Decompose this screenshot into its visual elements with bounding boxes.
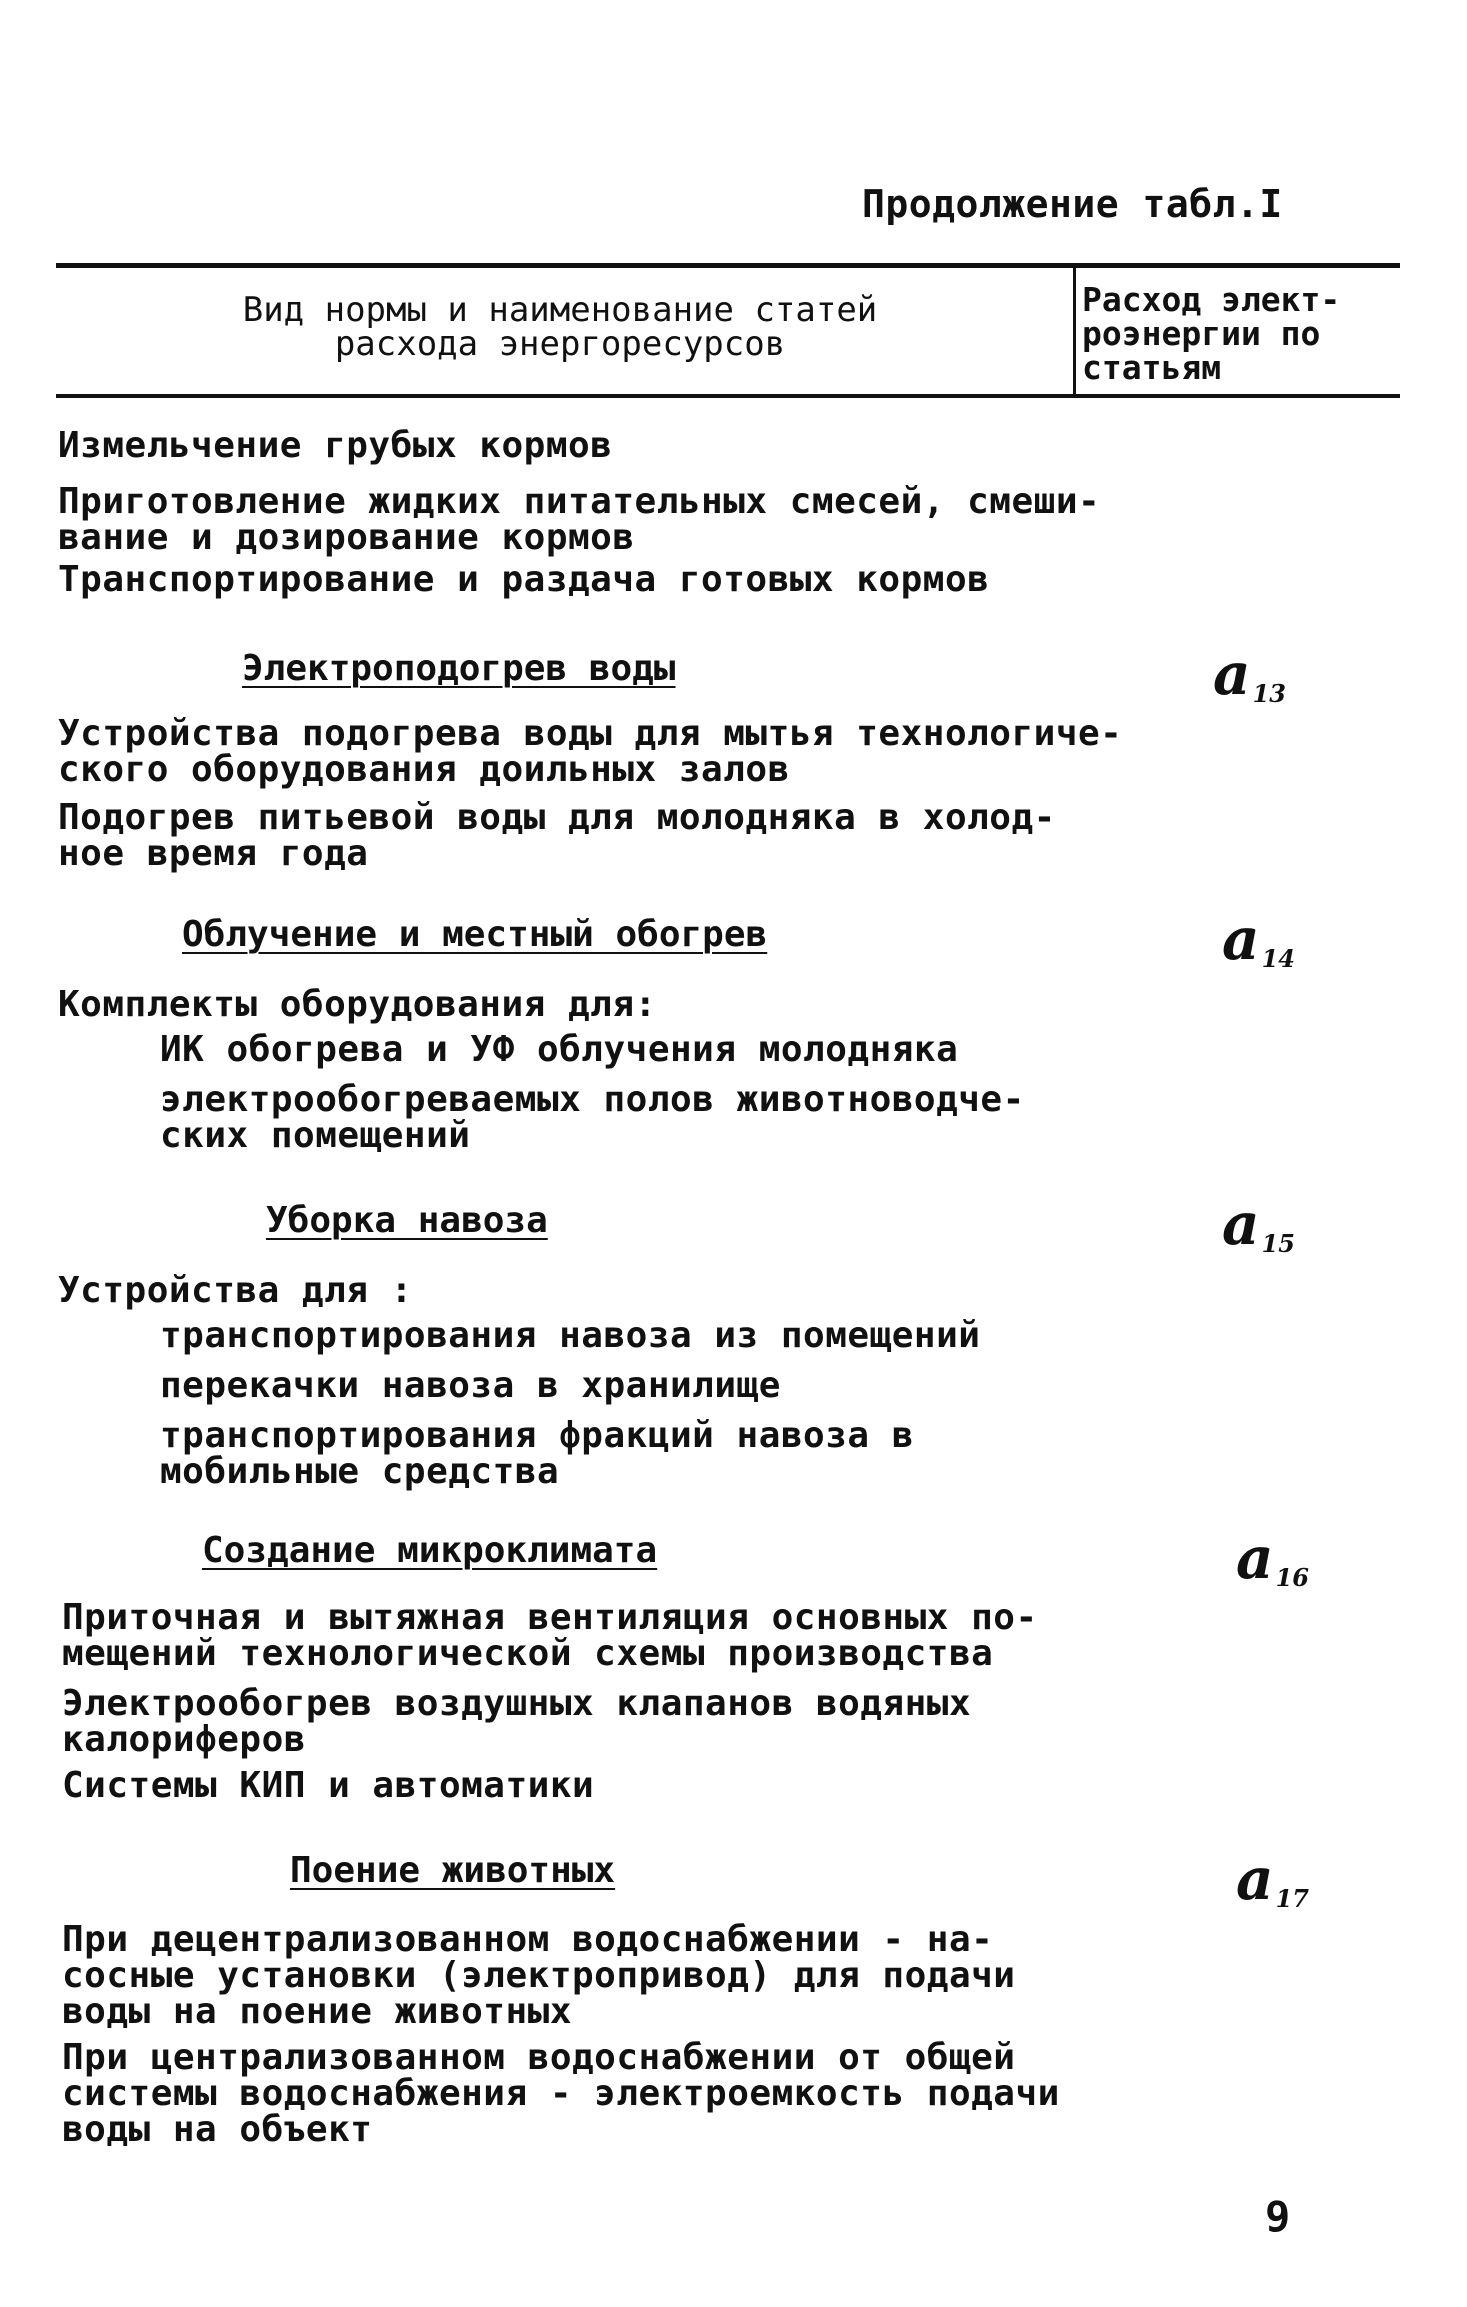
- code-letter: a: [1213, 640, 1251, 708]
- code-letter: a: [1222, 905, 1260, 973]
- code-letter: a: [1222, 1190, 1260, 1258]
- code-letter: a: [1236, 1524, 1274, 1592]
- section-title: Облучение и местный обогрев: [182, 914, 768, 955]
- list-item: перекачки навоза в хранилище: [160, 1365, 781, 1406]
- section-code: [1213, 640, 1286, 708]
- intro-item: Приготовление жидких питательных смесей, смеши- вание и дозирование кормов: [58, 481, 1101, 558]
- section-code: [1236, 1524, 1309, 1592]
- list-item: ИК обогрева и УФ облучения молодняка: [160, 1029, 959, 1070]
- intro-item: Измельчение грубых кормов: [58, 425, 613, 466]
- list-item: транспортирования навоза из помещений: [160, 1315, 981, 1356]
- header-column-divider: [1073, 263, 1076, 396]
- section-title: Создание микроклимата: [202, 1530, 658, 1571]
- code-letter: a: [1236, 1845, 1274, 1913]
- table-caption: Продолжение табл.I: [862, 182, 1283, 226]
- list-item: Электрообогрев воздушных клапанов водяных калориферов: [62, 1683, 972, 1760]
- section-code: [1236, 1845, 1309, 1913]
- list-item: Устройства подогрева воды для мытья технологиче- ского оборудования доильных залов: [58, 713, 1123, 790]
- list-item: Системы КИП и автоматики: [62, 1765, 595, 1806]
- header-bottom-rule: [56, 394, 1400, 398]
- header-left-label: Вид нормы и наименование статей расхода энергоресурсов: [242, 290, 878, 364]
- intro-item: Транспортирование и раздача готовых кормов: [58, 559, 990, 600]
- section-lead: Комплекты оборудования для:: [58, 984, 657, 1025]
- section-title: Электроподогрев воды: [242, 648, 676, 689]
- header-right-label: Расход элект- роэнергии по статьям: [1082, 280, 1341, 387]
- code-index: 15: [1261, 1229, 1295, 1258]
- section-title: Уборка навоза: [266, 1200, 548, 1241]
- list-item: При централизованном водоснабжении от общей системы водоснабжения - электроемкость подачи воды на объект: [62, 2037, 1060, 2150]
- code-index: 14: [1261, 944, 1295, 973]
- list-item: электрообогреваемых полов животноводче- ских помещений: [160, 1079, 1025, 1156]
- code-index: 13: [1252, 679, 1286, 708]
- header-top-rule: [56, 263, 1400, 268]
- list-item: Подогрев питьевой воды для молодняка в холод- ное время года: [58, 797, 1056, 874]
- code-index: 16: [1275, 1563, 1309, 1592]
- code-index: 17: [1275, 1884, 1309, 1913]
- section-title: Поение животных: [290, 1850, 616, 1891]
- section-code: [1222, 905, 1295, 973]
- section-lead: Устройства для :: [58, 1270, 413, 1311]
- list-item: При децентрализованном водоснабжении - на- сосные установки (электропривод) для подачи воды на поение животных: [62, 1919, 1016, 2032]
- section-code: [1222, 1190, 1295, 1258]
- list-item: транспортирования фракций навоза в мобильные средства: [160, 1415, 914, 1492]
- list-item: Приточная и вытяжная вентиляция основных по- мещений технологической схемы производства: [62, 1597, 1038, 1674]
- page-number: 9: [1265, 2192, 1291, 2241]
